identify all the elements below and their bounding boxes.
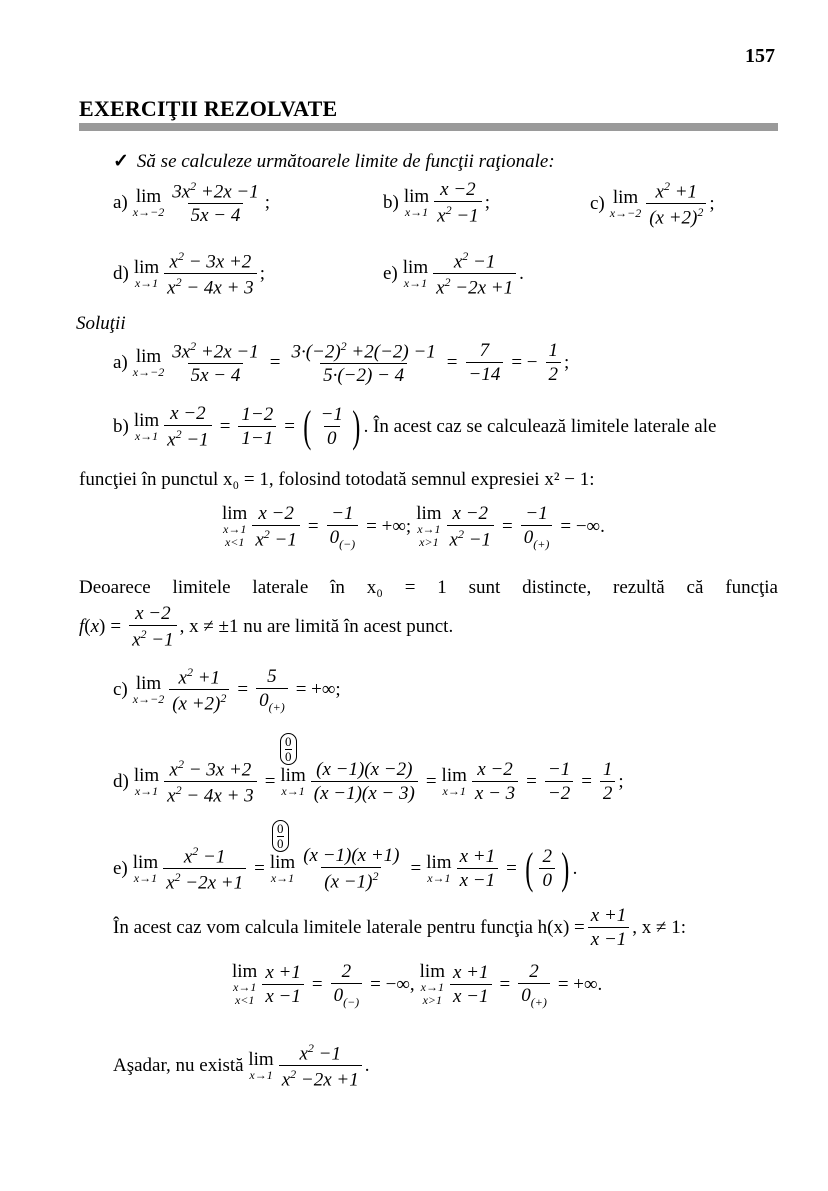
exercise-e: e) lim x→1 $x^2 -1$ $x^2 -2x +1$ . xyxy=(383,249,524,299)
solutions-heading: Soluţii xyxy=(76,313,126,334)
solution-e-comment-text: În acest caz vom calcula limitele laterale pentru funcţia h(x) = xyxy=(113,917,585,938)
final-conclusion: Aşadar, nu există lim x→1 $x^2 -1$ $x^2 -2x +1$ . xyxy=(113,1041,370,1091)
exercise-c: c) lim x→−2 $x^2 +1$ $(x +2)^2$ ; xyxy=(590,179,715,229)
solution-e: e) lim x→1 $\frac{x^2 -1}{x^2 -2x +1}$ = lim x→1 $\frac{(x -1)(x +1)}{(x -1)^2}$ = lim x→1 $\frac{x +1}{x -1}$ = ( 2 0 ) . xyxy=(113,843,578,894)
indeterminate-d: $\frac{0}{0}$ xyxy=(280,731,297,765)
solution-b: b) lim x→1 $\frac{x -2}{x^2 -1}$ = $\frac{1-2}{1-1}$ = ( −1 0 ) . În acest caz se calculează limitele laterale ale xyxy=(113,401,717,451)
indeterminate-e: $\frac{0}{0}$ xyxy=(272,818,289,852)
solution-e-comment-tail: , x ≠ 1: xyxy=(632,917,686,938)
lateral-limits-b: lim x→1 x<1 $\frac{x -2}{x^2 -1}$ = $\frac{-1}{0_{(-)}}$ = +∞; lim x→1 x>1 $\frac{x -2}{x^2 -1}$ = $\frac{-1}{0_{(+)}}$ = −∞. xyxy=(222,503,605,551)
solution-b-line2: funcţiei în punctul x₀ = 1, folosind totodată semnul expresiei x² − 1: xyxy=(79,469,595,490)
page-number: 157 xyxy=(745,45,775,67)
conclusion-b-line1: Deoarece limitele laterale în x₀ = 1 sunt distincte, rezultă că funcţia xyxy=(79,577,778,598)
check-mark-icon: ✓ xyxy=(113,151,129,172)
conclusion-b-text: , x ≠ ±1 nu are limită în acest punct. xyxy=(179,616,454,638)
task-statement xyxy=(113,152,555,171)
title-underline xyxy=(79,123,778,131)
section-title: EXERCIŢII REZOLVATE xyxy=(79,96,338,121)
exercise-a: a) lim x→−2 $3x^2 +2x -1$ 5x − 4 ; xyxy=(113,179,270,227)
conclusion-b-line2: f ( x ) = $\frac{x -2}{x^2 -1}$ , x ≠ ±1 nu are limită în acest punct. xyxy=(79,603,454,651)
solution-e-comment: În acest caz vom calcula limitele laterale pentru funcţia h(x) = $\frac{x +1}{x -1}$ , x ≠ 1: xyxy=(113,905,686,950)
solution-c: c) lim x→−2 $\frac{x^2 +1}{(x +2)^2}$ = $\frac{5}{0_{(+)}}$ = +∞; xyxy=(113,665,341,715)
solution-d: d) lim x→1 $\frac{x^2 - 3x +2}{x^2 - 4x + 3}$ = lim x→1 $\frac{(x -1)(x -2)}{(x -1)(x - 3)}$ = lim x→1 $\frac{x -2}{x - 3}$ = $\frac{-1}{-2}$ = $\frac{1}{2}$ ; xyxy=(113,757,624,807)
exercise-b: b) lim x→1 x −2 $x^2 -1$ ; xyxy=(383,179,490,227)
final-conclusion-text: Aşadar, nu există xyxy=(113,1055,244,1077)
solution-b-comment: . În acest caz se calculează limitele laterale ale xyxy=(363,416,717,438)
task-statement-text: Să se calculeze următoarele limite de funcţii raţionale: xyxy=(136,151,555,172)
solution-a: a) lim x→−2 $\frac{3x^2 +2x -1}{5x - 4}$ = $\frac{3\cdot(-2)^2 +2(-2) -1}{5\cdot(-2) - 4}$ = $\frac{7}{-14}$ = − $\frac{1}{2}$ ; xyxy=(113,339,570,387)
exercise-d: d) lim x→1 $x^2 - 3x +2$ $x^2 - 4x + 3$ ; xyxy=(113,249,265,299)
lateral-limits-e: lim x→1 x<1 $\frac{x +1}{x -1}$ = $\frac{2}{0_{(-)}}$ = −∞, lim x→1 x>1 $\frac{x +1}{x -1}$ = $\frac{2}{0_{(+)}}$ = +∞. xyxy=(232,961,603,1009)
